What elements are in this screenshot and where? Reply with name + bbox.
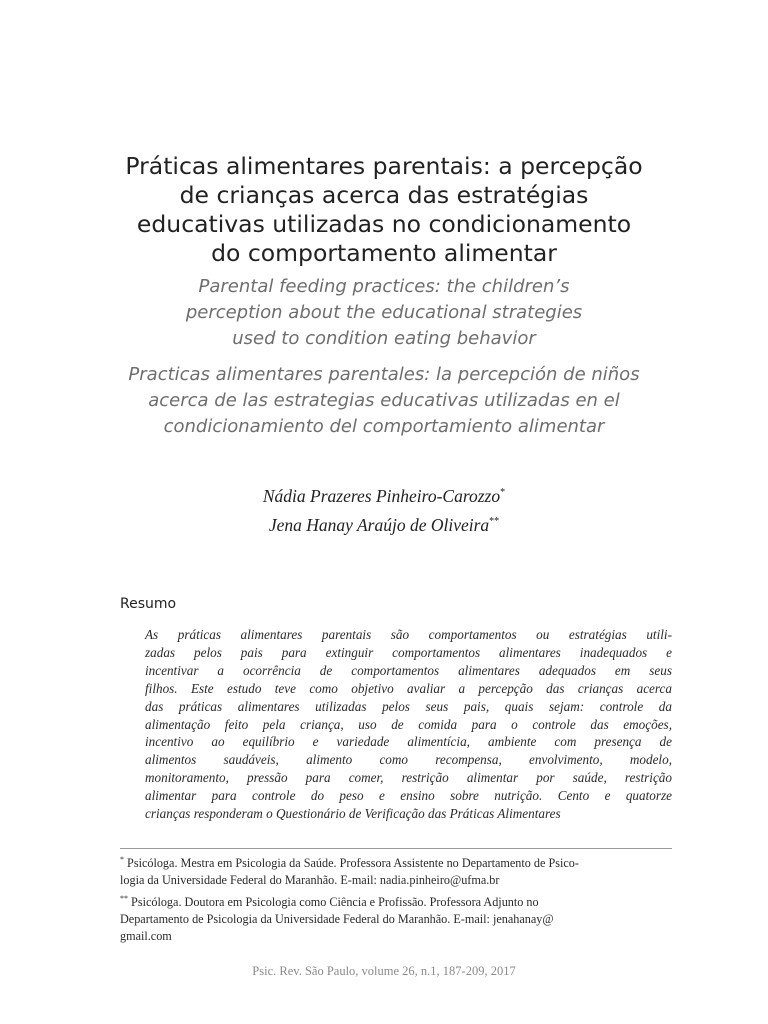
abstract-line: zadas pelos pais para extinguir comportamentos alimentares inadequados e [145, 644, 672, 660]
abstract-line: incentivar a ocorrência de comportamentos alimentares adequados em seus [145, 662, 672, 678]
footnote-line: gmail.com [120, 929, 172, 944]
author-footnote-mark: ** [489, 515, 500, 527]
abstract-line: crianças responderam o Questionário de Verificação das Práticas Alimentares [145, 806, 561, 822]
title-line: educativas utilizadas no condicionamento [136, 210, 632, 238]
footnote-text: Psicóloga. Doutora em Psicologia como Ciência e Profissão. Professora Adjunto no [131, 894, 539, 909]
title-line: Parental feeding practices: the children’s [198, 276, 570, 297]
abstract-body [145, 626, 672, 823]
abstract-line: monitoramento, pressão para comer, restrição alimentar por saúde, restrição [145, 770, 672, 786]
footnote-mark: ** [120, 893, 128, 903]
article-title-block [60, 152, 708, 440]
abstract-line: As práticas alimentares parentais são comportamentos ou estratégias utili- [145, 627, 672, 642]
footnotes [120, 851, 672, 946]
title-english [60, 274, 708, 352]
author [60, 509, 708, 538]
author-footnote-mark: * [500, 487, 506, 498]
footnote-mark: * [120, 855, 124, 864]
title-line: perception about the educational strategies [185, 302, 583, 323]
abstract-line: incentivo ao equilíbrio e variedade alimentícia, ambiente com presença de [145, 734, 672, 750]
footnote-line: logia da Universidade Federal do Maranhão. E-mail: nadia.pinheiro@ufma.br [120, 873, 500, 888]
abstract-line: alimentar para controle do peso e ensino sobre nutrição. Cento e quatorze [145, 788, 672, 804]
abstract-line: alimentação feito pela criança, uso de comida para o controle das emoções, [145, 716, 672, 732]
abstract-line: das práticas alimentares utilizadas pelos seus pais, quais sejam: controle da [145, 698, 672, 714]
author [60, 480, 708, 509]
running-footer: Psic. Rev. São Paulo, volume 26, n.1, 187-209, 2017 [252, 964, 516, 978]
title-spanish [60, 362, 708, 440]
title-line: used to condition eating behavior [232, 328, 536, 349]
title-line: do comportamento alimentar [211, 239, 557, 267]
abstract-line: filhos. Este estudo teve como objetivo avaliar a percepção das crianças acerca [145, 680, 672, 696]
footnote-line [120, 890, 672, 911]
abstract-line: alimentos saudáveis, alimento como recompensa, envolvimento, modelo, [145, 752, 672, 768]
author-list [60, 480, 708, 538]
title-line: condicionamiento del comportamiento alimentar [163, 416, 605, 437]
footnote-text: Psicóloga. Mestra em Psicologia da Saúde. Professora Assistente no Departamento de Psico- [127, 856, 579, 871]
footnote-line [120, 851, 672, 872]
title-line: Practicas alimentares parentales: la percepción de niños [128, 364, 640, 385]
author-name: Jena Hanay Araújo de Oliveira [268, 514, 490, 535]
title-line: acerca de las estrategias educativas utilizadas en el [148, 390, 620, 411]
title-portuguese [60, 152, 708, 268]
footnote-divider [120, 848, 672, 849]
footnote-line: Departamento de Psicologia da Universidade Federal do Maranhão. E-mail: jenahanay@ [120, 912, 554, 927]
title-line: Práticas alimentares parentais: a percepção [125, 152, 643, 180]
title-line: de crianças acerca das estratégias [179, 181, 589, 209]
abstract-heading: Resumo [120, 596, 177, 612]
author-name: Nádia Prazeres Pinheiro-Carozzo [262, 485, 501, 506]
